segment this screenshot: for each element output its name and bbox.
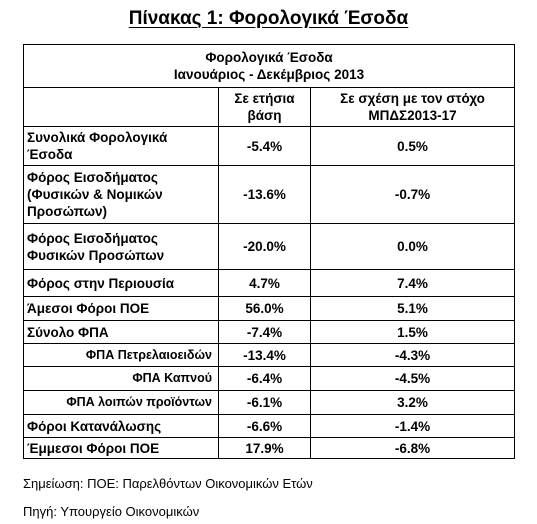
- row-label: Φόρος Εισοδήματος Φυσικών Προσώπων: [24, 224, 219, 270]
- annual-value: -6.1%: [219, 391, 311, 415]
- table-row: [24, 127, 515, 166]
- header-title-text: Φορολογικά Έσοδα: [205, 50, 333, 65]
- table-row: [24, 297, 515, 321]
- target-value: -4.3%: [311, 344, 515, 367]
- target-value: 3.2%: [311, 391, 515, 415]
- annual-value: -7.4%: [219, 321, 311, 344]
- row-label: Έμμεσοι Φόροι ΠΟΕ: [24, 438, 219, 459]
- row-label: Σύνολο ΦΠΑ: [24, 321, 219, 344]
- target-value: 0.5%: [311, 127, 515, 166]
- target-value: 7.4%: [311, 270, 515, 297]
- annual-value: -5.4%: [219, 127, 311, 166]
- target-value: 0.0%: [311, 224, 515, 270]
- row-label: Φόρος Εισοδήματος (Φυσικών & Νομικών Προσώπων): [24, 166, 219, 224]
- tax-revenue-table: [23, 44, 515, 459]
- table-row: [24, 224, 515, 270]
- table-header-title: [24, 45, 515, 88]
- annual-value: 4.7%: [219, 270, 311, 297]
- annual-value: -13.6%: [219, 166, 311, 224]
- target-value: -0.7%: [311, 166, 515, 224]
- table-row: [24, 367, 515, 391]
- annual-value: -20.0%: [219, 224, 311, 270]
- table-row: [24, 415, 515, 438]
- row-label: Φόροι Κατανάλωσης: [24, 415, 219, 438]
- annual-value: -6.4%: [219, 367, 311, 391]
- row-label: ΦΠΑ Πετρελαιοειδών: [24, 344, 219, 367]
- table-row: [24, 321, 515, 344]
- header-period-text: Ιανουάριος - Δεκέμβριος 2013: [173, 67, 365, 82]
- header-empty-cell: [24, 88, 219, 127]
- table-column-headers: [24, 88, 515, 127]
- target-value: -1.4%: [311, 415, 515, 438]
- target-value: -6.8%: [311, 438, 515, 459]
- annual-value: -6.6%: [219, 415, 311, 438]
- row-label: ΦΠΑ λοιπών προϊόντων: [24, 391, 219, 415]
- row-label: ΦΠΑ Καπνού: [24, 367, 219, 391]
- row-label: Φόρος στην Περιουσία: [24, 270, 219, 297]
- row-label: Άμεσοι Φόροι ΠΟΕ: [24, 297, 219, 321]
- footnote: Σημείωση: ΠΟΕ: Παρελθόντων Οικονομικών Ετών: [23, 476, 313, 491]
- annual-value: -13.4%: [219, 344, 311, 367]
- table-header-title-row: [24, 45, 515, 88]
- table-row: [24, 166, 515, 224]
- source-note: Πηγή: Υπουργείο Οικονομικών: [23, 504, 200, 519]
- target-value: 1.5%: [311, 321, 515, 344]
- target-value: 5.1%: [311, 297, 515, 321]
- target-value: -4.5%: [311, 367, 515, 391]
- table-row: [24, 270, 515, 297]
- table-title: Πίνακας 1: Φορολογικά Έσοδα: [128, 8, 409, 29]
- table-row: [24, 438, 515, 459]
- column-header-target: Σε σχέση με τον στόχο ΜΠΔΣ2013-17: [311, 88, 515, 127]
- table-row: [24, 344, 515, 367]
- table-row: [24, 391, 515, 415]
- annual-value: 56.0%: [219, 297, 311, 321]
- column-header-annual: Σε ετήσια βάση: [219, 88, 311, 127]
- row-label: Συνολικά Φορολογικά Έσοδα: [24, 127, 219, 166]
- annual-value: 17.9%: [219, 438, 311, 459]
